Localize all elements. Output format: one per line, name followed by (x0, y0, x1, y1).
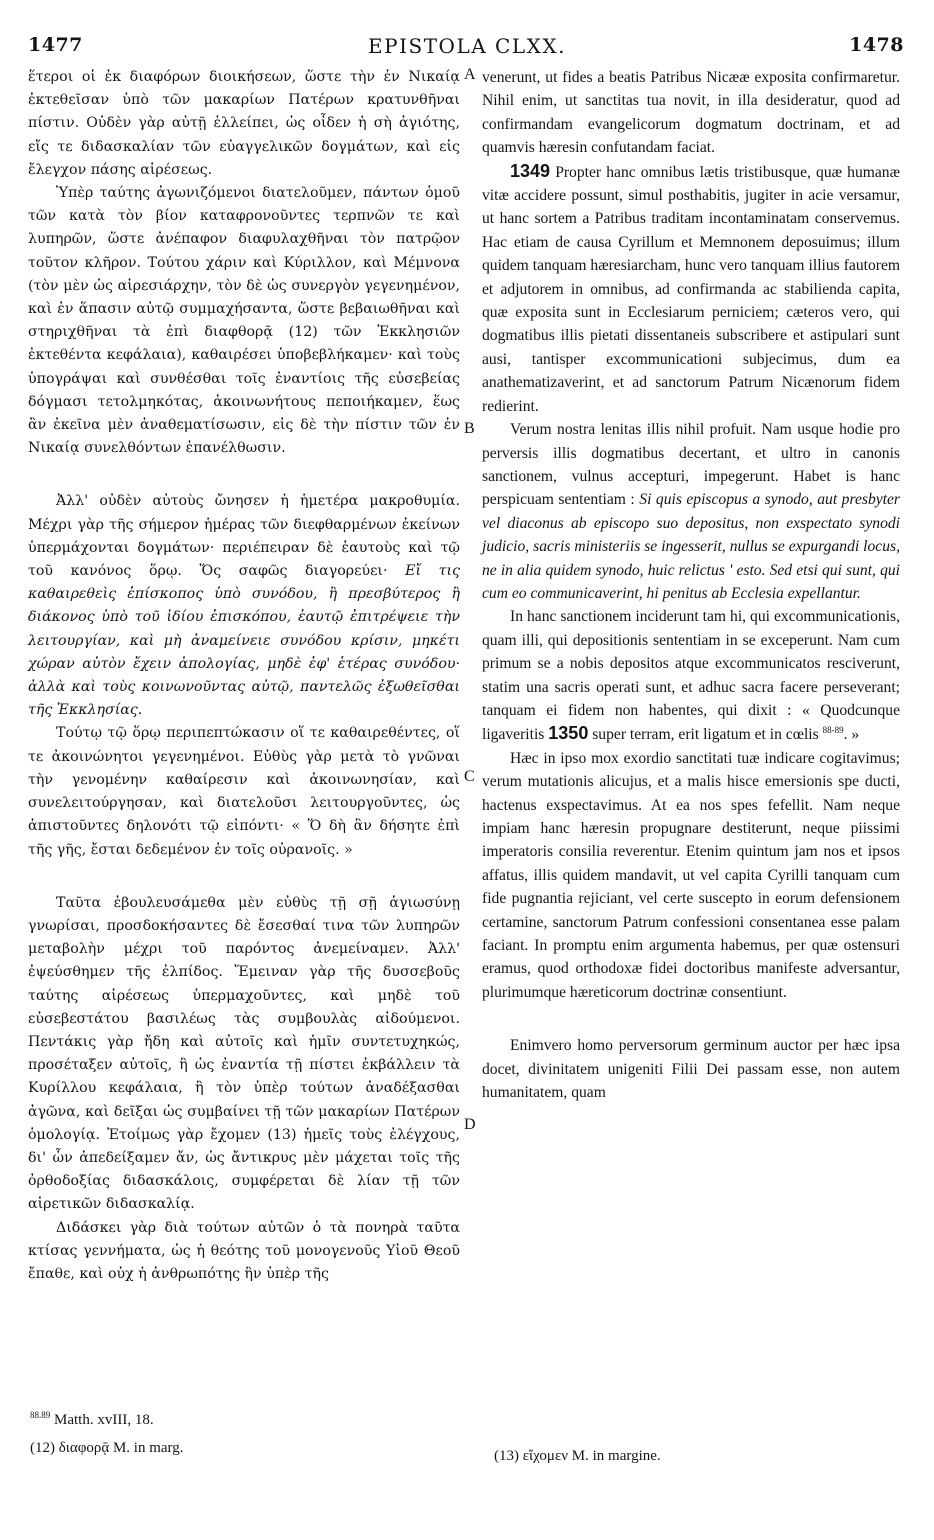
latin-paragraph-2 (482, 160, 900, 418)
greek-paragraph-4: Τούτῳ τῷ ὅρῳ περιπεπτώκασιν οἵ τε καθαιρεθέντες, οἵ τε ἀκοινώνητοι γεγενημένοι. Εὐθὺς γὰρ μετὰ τὸ γνῶναι τὴν γενομένην καθαίρεσιν καὶ ἀκοινωνησίαν, καὶ συνελειτούργησαν, καὶ διατελοῦσι λειτουργοῦντες, ὡς ἀπιστοῦντες δηλονότι τῷ εἰπόντι· « Ὅ δὴ ἂν δήσητε ἐπὶ τῆς γῆς, ἔσται δεδεμένον ἐν τοῖς οὐρανοῖς. » (28, 725, 460, 858)
footnote-scripture (30, 1410, 154, 1430)
greek-paragraph-6: Διδάσκει γὰρ διὰ τούτων αὐτῶν ὁ τὰ πονηρὰ ταῦτα κτίσας γεννήματα, ὡς ἡ θεότης τοῦ μονογενοῦς Υἱοῦ Θεοῦ ἔπαθε, καὶ οὐχ ἡ ἀνθρωπότης ἣν ὑπὲρ τῆς (28, 1219, 460, 1282)
greek-paragraph-3-text: Ἀλλ' οὐδὲν αὐτοὺς ὤνησεν ἡ ἡμετέρα μακροθυμία. Μέχρι γὰρ τῆς σήμερον ἡμέρας τῶν διεφθαρμένων ἐκείνων ὑπερμάχονται δογμάτων· περιέπειραν δὲ ἑαυτοὺς καὶ τῷ τοῦ κανόνος ὅρῳ. Ὅς σαφῶς διαγορεύει· (28, 493, 460, 580)
latin-paragraph-6: Enimvero homo perversorum germinum auctor per hæc ipsa docet, divinitatem unigeniti Filii Dei passam esse, non autem humanitatem, quam (482, 1037, 900, 1102)
footnote-ref-88-89: 88-89 (822, 725, 844, 736)
latin-paragraph-2-text: Propter hanc omnibus lætis tristibusque, quæ humanæ vitæ accidere possunt, simul posthabitis, jugiter in acie versamur, ut hanc sortem a Patribus traditam incontaminatam conservemus. Hac etiam de causa Cyrillum et Memnonem deposuimus; illum quidem tanquam hæresiarcham, hunc vero tanquam illius fautorem et adjutorem in omnibus, ad confirmanda ac stabilienda capita, quæ exposita sunt in Ecclesiarum perniciem; cæteros vero, qui dogmatibus illis pietati dissentaneis subscribere et astipulari sunt ausi, tantisper excommunicationi subjecimus, dum ea anathematizaverint, et ad sanctorum Patrum Nicænorum fidem redierint. (482, 163, 901, 415)
page-number-left: 1477 (28, 34, 83, 56)
margin-letter-d: D (464, 1116, 476, 1133)
margin-letter-a: A (464, 66, 476, 83)
latin-paragraph-4-text-c: . » (843, 726, 860, 744)
greek-paragraph-2: Ὑπὲρ ταύτης ἀγωνιζόμενοι διατελοῦμεν, πάντων ὁμοῦ τῶν κατὰ τὸν βίον καταφρονοῦντες τερπνῶν τε καὶ λυπηρῶν, ὥστε ἀνέπαφον διαφυλαχθῆναι τὸν πατρῷον τοῦτον κλῆρον. Τούτου χάριν καὶ Κύριλλον, καὶ Μέμνονα (τὸν μὲν ὡς αἱρεσιάρχην, τὸν δὲ ὡς συνεργὸν γεγενημένον, καὶ ἐν ἅπασιν αὐτῷ συμμαχήσαντα, ὥστε βεβαιωθῆναι καὶ στηριχθῆναι τὰ ἐπὶ διαφθορᾷ (12) τῶν Ἐκκλησιῶν ἐκτεθέντα κεφάλαια), καθαιρέσει ὑποβεβλήκαμεν· καὶ τοὺς ὑπογράψαι καὶ συνθέσθαι τοῖς ἐναντίοις τῆς εὐσεβείας δόγμασι τετολμηκότας, ἀκοινωνήτους πεποιήκαμεν, ἕως ἂν ἐκεῖνα μὲν ἀναθεματίσωσιν, εἰς δὲ τὴν πίστιν τῶν ἐν Νικαίᾳ συνελθόντων ἐπανέλθωσιν. (28, 185, 460, 457)
footnote-13: (13) εἴχομεν M. in margine. (494, 1448, 661, 1464)
footnote-scripture-text: Matth. xvIII, 18. (54, 1412, 154, 1428)
greek-column (28, 66, 460, 1286)
page-number-right: 1478 (849, 34, 904, 56)
column-number-1349: 1349 (510, 160, 551, 181)
greek-canon-quote: Εἴ τις καθαιρεθεὶς ἐπίσκοπος ὑπὸ συνόδου, ἢ πρεσβύτερος ἢ διάκονος ὑπὸ τοῦ ἰδίου ἐπισκόπου, ἑαυτῷ ἐπιτρέψειε τὴν λειτουργίαν, καὶ μὴ ἀναμείνειε συνόδου κρίσιν, μηκέτι χώραν αὐτὸν ἔχειν ἀπολογίας, μηδὲ ἐφ' ἑτέρας συνόδου· ἀλλὰ καὶ τοὺς κοινωνοῦντας αὐτῷ, παντελῶς ἐξωθεῖσθαι τῆς Ἐκκλησίας. (28, 563, 460, 719)
latin-paragraph-5: Hæc in ipso mox exordio sanctitati tuæ indicare cogitavimus; verum mutationis alicujus, et a malis hisce emersionis spe ducti, hactenus exspectavimus. At ea nos spes fefellit. Nam neque impiam hanc hæresin propugnare destiterunt, neque piissimi imperatoris consilia reverentur. Etenim quintum jam nos et ipsos affatus, illis quidem mandavit, ut vel capita Cyrilli tanquam cum fide pugnantia rejiciant, vel certe suscepto in eorum defensionem certamine, sanctorum Patrum confessioni consentanea esse palam faciant. In promptu enim argumenta habemus, per quæ ostensuri eramus, quod orthodoxæ fidei doctoribus manifeste adversantur, plurimumque hæreticorum doctrinæ consentiunt. (482, 749, 900, 1001)
margin-letter-c: C (464, 768, 475, 785)
margin-letter-b: B (464, 420, 475, 437)
latin-paragraph-4 (482, 605, 900, 746)
latin-paragraph-4-text-b: super terram, erit ligatum et in cœlis (592, 726, 819, 744)
latin-canon-quote: Si quis episcopus a synodo, aut presbyter vel diaconus ab episcopo suo depositus, non exspectato synodi judicio, sacris ministeriis se ingesserit, nullus se expurgandi locus, ne in alia quidem synodo, huic relictus ' esto. Sed etsi qui sunt, qui cum eo communicaverint, hi penitus ab Ecclesia expellantur. (482, 491, 900, 602)
latin-paragraph-4-text-a: In hanc sanctionem inciderunt tam hi, qui excommunicationis, quam illi, qui depositionis sententiam in se exceperunt. Nam cum primum se a nobis depositos atque excommunicatos resciverunt, statim una sacris operati sunt, et adhuc sacra facere perseverant; tanquam ei fidem non habentes, qui dixit : « Quodcunque ligaveritis (482, 608, 900, 744)
latin-column (482, 66, 900, 1104)
latin-paragraph-3-text: Verum nostra lenitas illis nihil profuit. Nam usque hodie pro perversis illis dogmatibus decertant, et ultro in canonis sanctionem, vulnus accepturi, impegerunt. Habet is hanc perspicuam sententiam : (482, 421, 900, 509)
latin-paragraph-3 (482, 418, 900, 605)
greek-paragraph-1: ἕτεροι οἱ ἐκ διαφόρων διοικήσεων, ὥστε τὴν ἐν Νικαίᾳ ἐκτεθεῖσαν ὑπὸ τῶν μακαρίων Πατέρων κρατυνθῆναι πίστιν. Οὐδὲν γὰρ αὐτῇ ἐλλείπει, ὡς οἶδεν ἡ σὴ ἁγιότης, εἴς τε διδασκαλίαν τῶν εὐαγγελικῶν δογμάτων, καὶ εἰς ἔλεγχον πάσης αἱρέσεως. (28, 69, 460, 178)
footnote-scripture-marker: 88.89 (30, 1410, 51, 1420)
greek-paragraph-5: Ταῦτα ἐβουλευσάμεθα μὲν εὐθὺς τῇ σῇ ἁγιωσύνῃ γνωρίσαι, προσδοκήσαντες δὲ ἔσεσθαί τινα τῶν λυπηρῶν μεταβολὴν μέχρι τοῦ παρόντος ἀνεμείναμεν. Ἀλλ' ἐψεύσθημεν τῆς ἐλπίδος. Ἔμειναν γὰρ τῆς δυσσεβοῦς ταύτης αἱρέσεως ὑπερμαχοῦντες, καὶ μηδὲ τοῦ εὐσεβεστάτου βασιλέως τὰς συμβουλὰς αἰδούμενοι. Πεντάκις γὰρ ἤδη καὶ αὐτοῖς καὶ ἡμῖν συντετυχηκώς, προσέταξεν αὐτοῖς, ἢ ὡς ἐναντία τῇ πίστει ἐκβάλλειν τὰ Κυρίλλου κεφάλαια, ἢ τὸν ὑπὲρ τούτων ἀναδέξασθαι ἀγῶνα, καὶ δεῖξαι ὡς συμβαίνει τῇ τῶν μακαρίων Πατέρων ὁμολογίᾳ. Ἑτοίμως γὰρ ἔχομεν (13) ἡμεῖς τοὺς ἐλέγχους, δι' ὧν ἀπεδείξαμεν ἄν, ὡς ἄντικρυς μὲν μάχεται τοῖς τῆς ὀρθοδοξίας διδασκάλοις, συμφέρεται δὲ λίαν τῇ τῶν αἱρετικῶν διδασκαλίᾳ. (28, 894, 460, 1213)
page-title: EPISTOLA CLXX. (368, 34, 566, 58)
footnote-12: (12) διαφορᾷ M. in marg. (30, 1440, 184, 1456)
latin-paragraph-1: venerunt, ut fides a beatis Patribus Nicææ exposita confirmaretur. Nihil enim, ut sanctitas tua novit, in illa desideratur, quod ad confirmandam evangelicorum dogmatum doctrinam, et ad quamvis hæresin confutandam faciat. (482, 69, 900, 157)
greek-paragraph-3 (28, 490, 460, 722)
column-number-1350: 1350 (548, 723, 589, 744)
